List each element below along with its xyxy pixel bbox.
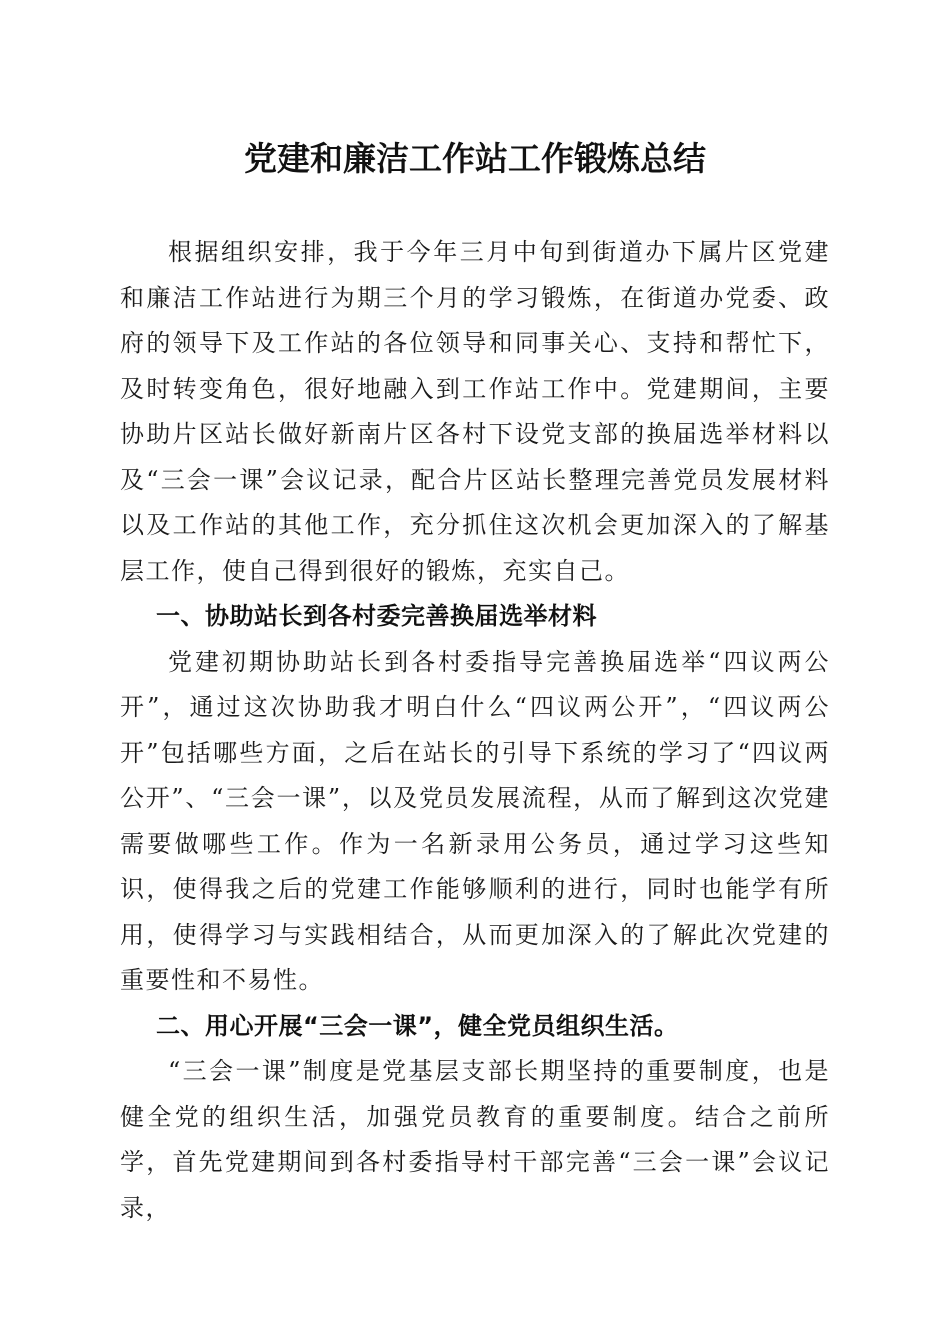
section-1-paragraph: 党建初期协助站长到各村委指导完善换届选举“四议两公开”，通过这次协助我才明白什么“四议两公开”，“四议两公开”包括哪些方面，之后在站长的引导下系统的学习了“四议两公开”、“三会一课”，以及党员发展流程，从而了解到这次党建需要做哪些工作。作为一名新录用公务员，通过学习这些知识，使得我之后的党建工作能够顺利的进行，同时也能学有所用，使得学习与实践相结合，从而更加深入的了解此次党建的重要性和不易性。 xyxy=(120,647,830,994)
document-title: 党建和廉洁工作站工作锻炼总结 xyxy=(244,139,706,178)
section-2-paragraph: “三会一课”制度是党基层支部长期坚持的重要制度，也是健全党的组织生活，加强党员教育的重要制度。结合之前所学，首先党建期间到各村委指导村干部完善“三会一课”会议记录， xyxy=(120,1057,830,1222)
intro-paragraph: 根据组织安排，我于今年三月中旬到街道办下属片区党建和廉洁工作站进行为期三个月的学习锻炼，在街道办党委、政府的领导下及工作站的各位领导和同事关心、支持和帮忙下，及时转变角色，很好地融入到工作站工作中。党建期间，主要协助片区站长做好新南片区各村下设党支部的换届选举材料以及“三会一课”会议记录，配合片区站长整理完善党员发展材料以及工作站的其他工作，充分抓住这次机会更加深入的了解基层工作，使自己得到很好的锻炼，充实自己。 xyxy=(120,238,830,585)
section-1-heading: 一、协助站长到各村委完善换届选举材料 xyxy=(156,602,597,630)
section-2-heading: 二、用心开展“三会一课”，健全党员组织生活。 xyxy=(156,1011,679,1040)
document-body xyxy=(120,230,830,1231)
